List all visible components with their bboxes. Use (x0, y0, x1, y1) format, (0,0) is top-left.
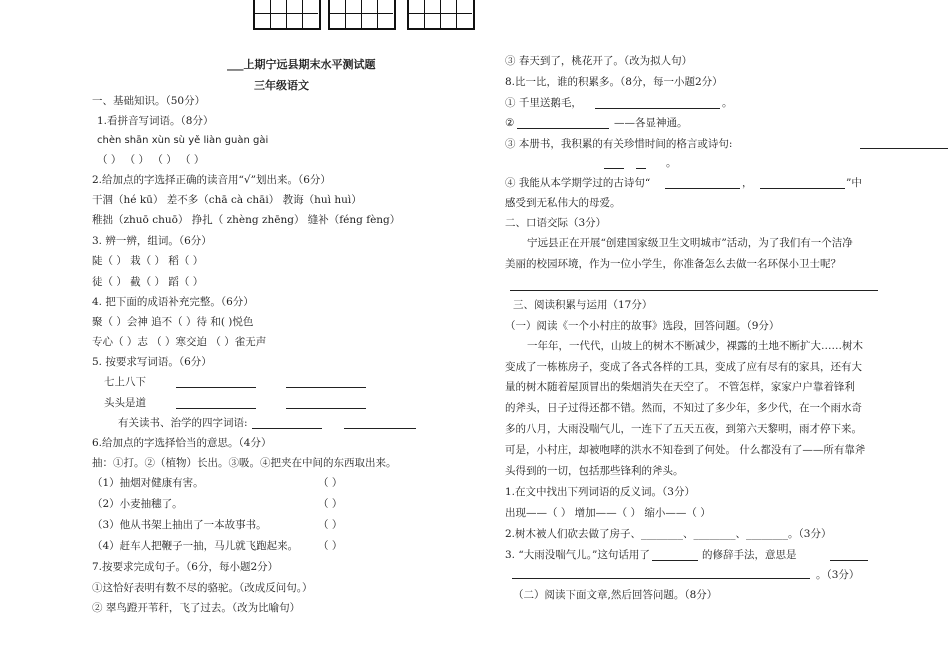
answer-line[interactable] (604, 168, 624, 169)
answer-line[interactable] (636, 168, 646, 169)
exam-title: ___上期宁远县期末水平测试题 (227, 58, 376, 71)
grade-box-cell (362, 0, 378, 28)
example-phrase-1: 七上八下 (104, 376, 146, 388)
passage-line-6: 可是，小村庄，却被咆哮的洪水不知卷到了何处。 什么都没有了——所有靠斧 (505, 444, 866, 456)
meaning-item-4: （4）赶车人把鞭子一抽，马儿就飞跑起来。 (92, 540, 299, 552)
reading-idioms-prompt: 有关读书、治学的四字词语: (118, 417, 248, 429)
answer-line[interactable] (760, 188, 845, 189)
meaning-item-1: （1）抽烟对健康有害。 (92, 477, 204, 489)
question-2-heading: 2.给加点的字选择正确的读音用“√”划出来。（6分） (92, 174, 331, 186)
meaning-answer-2[interactable]: （ ） (318, 498, 343, 510)
question-4-heading: 4. 把下面的成语补充完整。（6分） (92, 296, 254, 308)
oral-prompt-line2: 美丽的校园环境，作为一位小学生，你准备怎么去做一名环保小卫士呢？ (505, 258, 841, 270)
grade-box-cell (255, 0, 271, 28)
comma-mark: ， (742, 177, 753, 189)
answer-line[interactable] (510, 290, 878, 291)
answer-line[interactable] (286, 408, 366, 409)
reading-q2: 2.树木被人们砍去做了房子、________、________、________。（3分） (505, 528, 832, 540)
reading-q3-score: 。（3分） (816, 569, 860, 581)
passage-line-2: 变成了一栋栋房子，变成了各式各样的工具，变成了应有尽有的家具，还有大 (505, 361, 862, 373)
answer-blanks-row: （ ） （ ） （ ） （ ） (97, 154, 205, 166)
question-7-heading: 7.按要求完成句子。（6分，每小题2分） (92, 561, 279, 573)
answer-line[interactable] (344, 428, 416, 429)
grade-box-cell (303, 0, 318, 28)
answer-line[interactable] (176, 387, 256, 388)
sentence-task-1: ①这恰好表明有数不尽的骆驼。（改成反问句。） (92, 582, 313, 594)
answer-line[interactable] (512, 578, 810, 579)
answer-line[interactable] (652, 560, 698, 561)
grade-box-cell (346, 0, 362, 28)
grade-box-cell (287, 0, 303, 28)
accumulation-3: ③ 本册书，我积累的有关珍惜时间的格言或诗句: (505, 138, 733, 150)
passage-line-4: 的斧头，日子过得还都不错。然而，不知过了多少年，多少代，在一个雨水奇 (505, 402, 862, 414)
idiom-row-2: 专心（ ）志 （ ）寒交迫 （ ）雀无声 (92, 336, 267, 348)
pronunciation-row-2: 稚拙（zhuō chuō） 挣扎（ zhèng zhēng） 缝补（féng fèng） (92, 214, 401, 226)
exam-subtitle: 三年级语文 (254, 79, 309, 92)
answer-line[interactable] (286, 387, 366, 388)
question-3-heading: 3. 辨一辨，组词。（6分） (92, 235, 212, 247)
passage-line-3: 量的树木随着屋顶冒出的柴烟消失在天空了。 不管怎样，家家户户靠着锋利 (505, 381, 855, 393)
accumulation-2: ② (505, 117, 515, 129)
period-mark: 。 (722, 97, 733, 109)
idiom-row-1: 聚（ ）会神 追不（ ）待 和( )悦色 (92, 316, 254, 328)
grade-box-cell (457, 0, 472, 28)
answer-line[interactable] (830, 560, 868, 561)
antonym-row: 出现——（ ） 增加——（ ） 缩小——（ ） (505, 507, 711, 519)
grade-box-3 (407, 0, 475, 30)
word-group-row-2: 徒（ ） 截（ ） 蹈（ ） (92, 276, 204, 288)
sentence-task-3: ③ 春天到了，桃花开了。（改为拟人句） (505, 55, 693, 67)
grade-box-cell (330, 0, 346, 28)
question-5-heading: 5. 按要求写词语。（6分） (92, 356, 212, 368)
meaning-item-3: （3）他从书架上抽出了一本故事书。 (92, 519, 267, 531)
meaning-answer-1[interactable]: （ ） (318, 477, 343, 489)
reading-q3: 3. “大雨没喘气儿。”这句话用了 (505, 549, 650, 561)
period-mark: 。 (666, 157, 677, 169)
passage-line-7: 头得到的一切，包括那些锋利的斧头。 (505, 465, 684, 477)
section-2-heading: 二、口语交际（3分） (505, 217, 607, 229)
accumulation-4: ④ 我能从本学期学过的古诗句“ (505, 177, 651, 189)
accumulation-1: ① 千里送鹅毛， (505, 97, 582, 109)
grade-box-cell (378, 0, 393, 28)
answer-line[interactable] (517, 128, 609, 129)
answer-line[interactable] (860, 148, 948, 149)
accumulation-4-suffix: ”中 (846, 177, 862, 189)
meaning-options: 抽：①打。②（植物）长出。③吸。④把夹在中间的东西取出来。 (92, 457, 397, 469)
word-group-row-1: 陡（ ） 栽（ ） 稻（ ） (92, 255, 204, 267)
passage-line-5: 多的八月，大雨没喘气儿，一连下了五天五夜，到第六天黎明，雨才停下来。 (505, 423, 862, 435)
question-8-heading: 8.比一比，谁的积累多。（8分，每一小题2分） (505, 76, 723, 88)
reading-q3-mid: 的修辞手法，意思是 (702, 549, 797, 561)
answer-line[interactable] (665, 188, 740, 189)
section-3-heading: 三、阅读积累与运用（17分） (513, 299, 653, 311)
reading-q1: 1.在文中找出下列词语的反义词。（3分） (505, 486, 695, 498)
grade-box-cell (441, 0, 457, 28)
reading-1-heading: （一）阅读《一个小村庄的故事》选段，回答问题。（9分） (505, 320, 780, 332)
section-1-heading: 一、基础知识。（50分） (92, 95, 206, 107)
meaning-answer-4[interactable]: （ ） (318, 540, 343, 552)
accumulation-2-suffix: ——各显神通。 (614, 117, 688, 129)
example-phrase-2: 头头是道 (104, 397, 146, 409)
question-1-heading: 1.看拼音写词语。（8分） (97, 115, 214, 127)
pronunciation-row-1: 干涸（hé kū） 差不多（chā cà chāi） 教诲（huì huì） (92, 194, 362, 206)
grade-box-2 (328, 0, 396, 30)
grade-box-cell (425, 0, 441, 28)
sentence-task-2: ② 翠鸟蹬开苇秆，飞了过去。（改为比喻句） (92, 602, 301, 614)
grade-box-1 (253, 0, 321, 30)
answer-line[interactable] (595, 108, 720, 109)
oral-prompt-line1: 宁远县正在开展“创建国家级卫生文明城市”活动，为了我们有一个洁净 (527, 237, 853, 249)
meaning-answer-3[interactable]: （ ） (318, 519, 343, 531)
accumulation-4-line2: 感受到无私伟大的母爱。 (505, 197, 621, 209)
grade-box-cell (409, 0, 425, 28)
reading-2-heading: （二）阅读下面文章,然后回答问题。（8分） (513, 589, 718, 601)
answer-line[interactable] (252, 428, 322, 429)
answer-line[interactable] (176, 408, 256, 409)
grade-box-cell (271, 0, 287, 28)
passage-line-1: 一年年，一代代，山坡上的树木不断减少，裸露的土地不断扩大……树木 (527, 340, 863, 352)
meaning-item-2: （2）小麦抽穗了。 (92, 498, 183, 510)
pinyin-row: chèn shān xùn sù yě liàn guàn gài (97, 135, 269, 146)
question-6-heading: 6.给加点的字选择恰当的意思。（4分） (92, 437, 272, 449)
